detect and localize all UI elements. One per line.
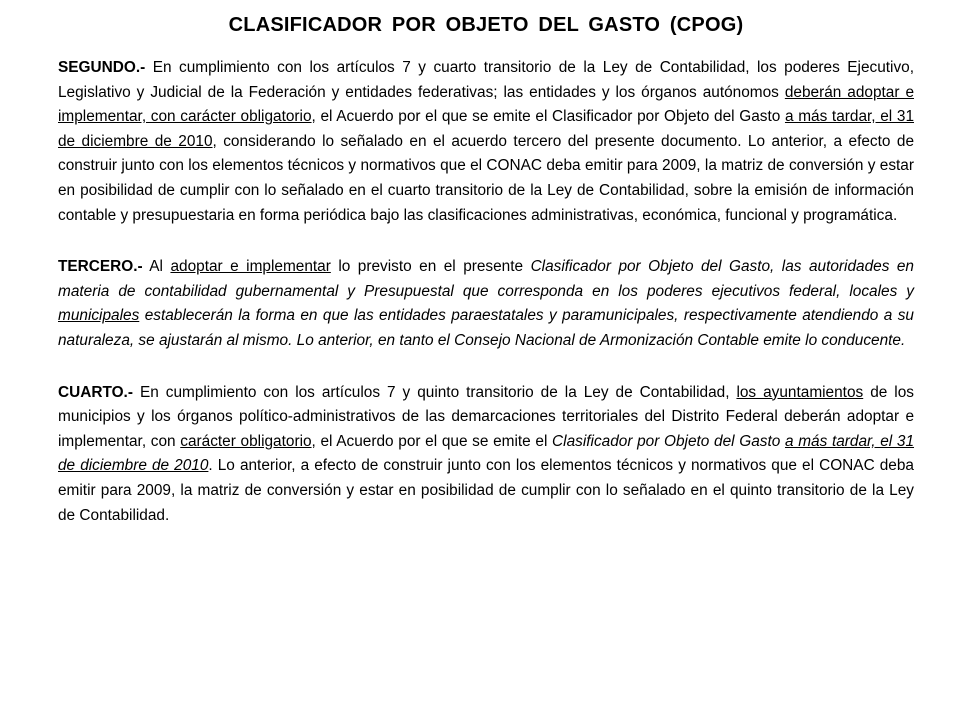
cuarto-italic-1: Clasificador por Objeto del Gasto xyxy=(552,432,781,450)
cuarto-italic-underline-1: a más tardar, el 31 de diciembre de 2010 xyxy=(58,432,915,475)
paragraph-segundo xyxy=(58,56,914,228)
cuarto-text-2: de los municipios y los órganos político-administrativos de las demarcaciones territoriales del Distrito Federal deberán adoptar e implementar, con xyxy=(58,383,914,450)
paragraph-tercero xyxy=(58,255,914,353)
segundo-text-3: , considerando lo señalado en el acuerdo tercero del presente documento. Lo anterior, a efecto de construir junto con los elementos técnicos y normativos que el CONAC deba emitir para 2009, la matriz de conversión y estar en posibilidad de cumplir con lo señalado en el cuarto transitorio de la Ley de Contabilidad, sobre la emisión de información contable y presupuestaria en forma periódica bajo las clasificaciones administrativas, económica, funcional y programática. xyxy=(58,132,914,224)
segundo-underline-2: a más tardar, el 31 de diciembre de 2010 xyxy=(58,108,914,150)
segundo-text-2: , el Acuerdo por el que se emite el Clasificador por Objeto del Gasto xyxy=(311,108,785,126)
cuarto-text-1: En cumplimiento con los artículos 7 y quinto transitorio de la Ley de Contabilidad, xyxy=(132,383,737,401)
tercero-italic-1: Clasificador por Objeto del Gasto, las autoridades en materia de contabilidad gubernamental y Presupuestal que corresponda en los poderes ejecutivos federal, locales y xyxy=(58,258,914,300)
tercero-italic-underline-1: municipales xyxy=(58,307,140,325)
tercero-lead: TERCERO.- xyxy=(58,258,143,276)
cuarto-underline-1: los ayuntamientos xyxy=(736,383,864,401)
cuarto-underline-2: carácter obligatorio xyxy=(180,432,312,450)
segundo-lead: SEGUNDO.- xyxy=(58,59,146,76)
tercero-italic-2: establecerán la forma en que las entidades paraestatales y paramunicipales, respectivamente atendiendo a su naturaleza, se ajustarán al mismo. Lo anterior, en tanto el Consejo Nacional de Armonización Contable emite lo conducente. xyxy=(58,307,914,349)
tercero-underline-1: adoptar e implementar xyxy=(170,258,331,276)
segundo-text-1: En cumplimiento con los artículos 7 y cuarto transitorio de la Ley de Contabilidad, los poderes Ejecutivo, Legislativo y Judicial de la Federación y entidades federativas; las entidades y los órganos autónomos xyxy=(58,59,914,101)
cuarto-text-5: . Lo anterior, a efecto de construir junto con los elementos técnicos y normativos que el CONAC deba emitir para 2009, la matriz de conversión y estar en posibilidad de cumplir con lo señalado en el quinto transitorio de la Ley de Contabilidad. xyxy=(58,457,914,524)
page-title: CLASIFICADOR POR OBJETO DEL GASTO (CPOG) xyxy=(228,14,744,36)
paragraph-cuarto xyxy=(58,381,914,529)
tercero-text-1: Al xyxy=(142,258,171,276)
segundo-underline-1: deberán adoptar e implementar, con carácter obligatorio xyxy=(58,83,915,126)
cuarto-text-3: , el Acuerdo por el que se emite el xyxy=(311,432,553,450)
cuarto-lead: CUARTO.- xyxy=(58,383,133,401)
tercero-text-2: lo previsto en el presente xyxy=(330,258,531,276)
